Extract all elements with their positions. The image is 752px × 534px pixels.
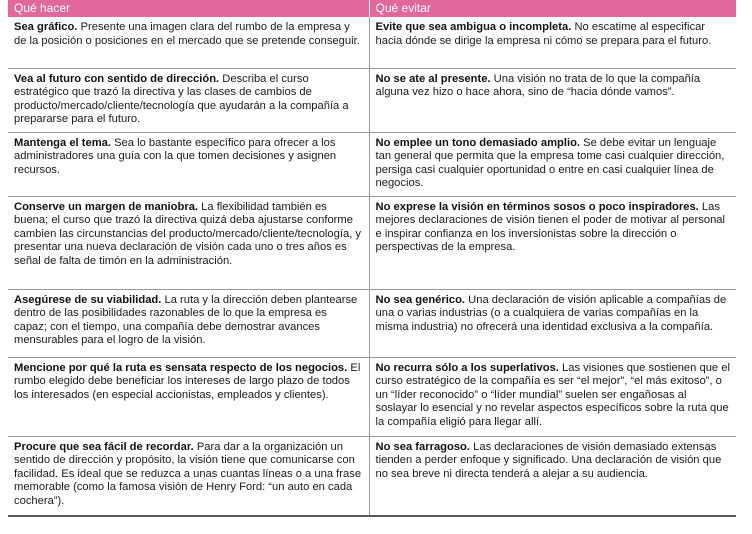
- do-title: Mantenga el tema.: [14, 136, 111, 149]
- header-do: Qué hacer: [8, 0, 369, 17]
- do-title: Vea al futuro con sentido de dirección.: [14, 72, 220, 85]
- do-cell: [8, 17, 369, 68]
- table-row: [8, 436, 736, 516]
- do-text: El rumbo elegido debe beneficiar los intereses de largo plazo de todos los interesados (en especial accionistas, empleados y clientes).: [14, 361, 361, 401]
- table-header: [8, 0, 736, 17]
- table-row: [8, 68, 736, 132]
- do-text: La ruta y la dirección deben plantearse dentro de las posibilidades razonables de lo que la empresa es capaz; con el tiempo, una compañía debe demostrar avances mensurables para el logro de la visión.: [14, 293, 358, 347]
- avoid-title: No exprese la visión en términos sosos o poco inspiradores.: [375, 200, 699, 213]
- avoid-text: Las declaraciones de visión demasiado extensas tienden a perder enfoque y significado. Una declaración de visión que no sea breve ni directa tenderá a alejar a su audiencia.: [375, 440, 722, 480]
- do-title: Conserve un margen de maniobra.: [14, 200, 199, 213]
- avoid-title: Evite que sea ambigua o incompleta.: [375, 21, 572, 33]
- avoid-text: Una declaración de visión aplicable a compañías de una o varias industrias (o a cualquiera de varias compañías en la misma industria) no ofrecerá una identidad exclusiva a la compañía.: [375, 293, 727, 333]
- table-row: [8, 196, 736, 289]
- avoid-title: No sea genérico.: [375, 293, 466, 306]
- do-text: Describa el curso estratégico que trazó la directiva y las clases de cambios de producto/mercado/cliente/tecnología que ayudarán a la compañía a prepararse para el futuro.: [14, 72, 349, 126]
- do-title: Mencione por qué la ruta es sensata respecto de los negocios.: [14, 361, 348, 374]
- do-text: Para dar a la organización un sentido de dirección y propósito, la visión tiene que comunicarse con facilidad. Es ideal que se reduzca a unas cuantas líneas o a una frase memorable (como la famosa visión de Henry Ford: “un auto en cada cochera”).: [14, 440, 362, 507]
- avoid-title: No sea farragoso.: [375, 440, 471, 453]
- avoid-cell: [369, 68, 736, 132]
- avoid-text: Una visión no trata de lo que la compañía alguna vez hizo o hace ahora, sino de “hacia dónde vamos”.: [375, 72, 701, 99]
- do-title: Sea gráfico.: [14, 21, 78, 33]
- do-cell: [8, 436, 369, 516]
- avoid-cell: [369, 436, 736, 516]
- avoid-cell: [369, 132, 736, 196]
- header-row: [8, 0, 736, 17]
- avoid-text: Se debe evitar un lenguaje tan general que permita que la empresa tome casi cualquier dirección, persiga casi cualquier oportunidad o entre en casi cualquier línea de negocios.: [375, 136, 725, 190]
- avoid-cell: [369, 357, 736, 436]
- table-row: [8, 17, 736, 68]
- header-avoid: Qué evitar: [369, 0, 736, 17]
- avoid-cell: [369, 196, 736, 289]
- avoid-title: No emplee un tono demasiado amplio.: [375, 136, 581, 149]
- do-cell: [8, 289, 369, 357]
- do-text: Presente una imagen clara del rumbo de la empresa y de la posición o posiciones en el mercado que se pretende conseguir.: [14, 21, 360, 47]
- table-row: [8, 132, 736, 196]
- do-title: Asegúrese de su viabilidad.: [14, 293, 162, 306]
- do-text: Sea lo bastante específico para ofrecer a los administradores una guía con la que tomen decisiones y asignen recursos.: [14, 136, 337, 176]
- do-cell: [8, 357, 369, 436]
- avoid-text: Las mejores declaraciones de visión tienen el poder de motivar al personal e inspirar confianza en los inversionistas sobre la dirección o perspectivas de la empresa.: [375, 200, 725, 254]
- do-cell: [8, 196, 369, 289]
- do-title: Procure que sea fácil de recordar.: [14, 440, 194, 453]
- do-text: La flexibilidad también es buena; el curso que trazó la directiva quizá deba ajustarse conforme cambien las circunstancias del producto/mercado/cliente/tecnología, y presentar una nueva declaración de visión cada uno o tres años es señal de falta de timón en la administración.: [14, 200, 361, 267]
- avoid-cell: [369, 17, 736, 68]
- table-body: [8, 17, 736, 516]
- table-row: [8, 357, 736, 436]
- vision-guidelines-table: [8, 0, 736, 517]
- table-row: [8, 289, 736, 357]
- do-cell: [8, 132, 369, 196]
- avoid-text: No escatime al especificar hacia dónde se dirige la empresa ni cómo se prepara para el futuro.: [375, 21, 712, 47]
- avoid-title: No se ate al presente.: [375, 72, 491, 85]
- avoid-cell: [369, 289, 736, 357]
- do-cell: [8, 68, 369, 132]
- avoid-text: Las visiones que sostienen que el curso estratégico de la compañía es ser “el mejor”, “el más exitoso”, o un “líder reconocido” o “líder mundial” suelen ser engañosas al soslayar lo esencial y no revelar aspectos específicos sobre la ruta que la compañía eligió para llegar allí.: [375, 361, 730, 428]
- avoid-title: No recurra sólo a los superlativos.: [375, 361, 559, 374]
